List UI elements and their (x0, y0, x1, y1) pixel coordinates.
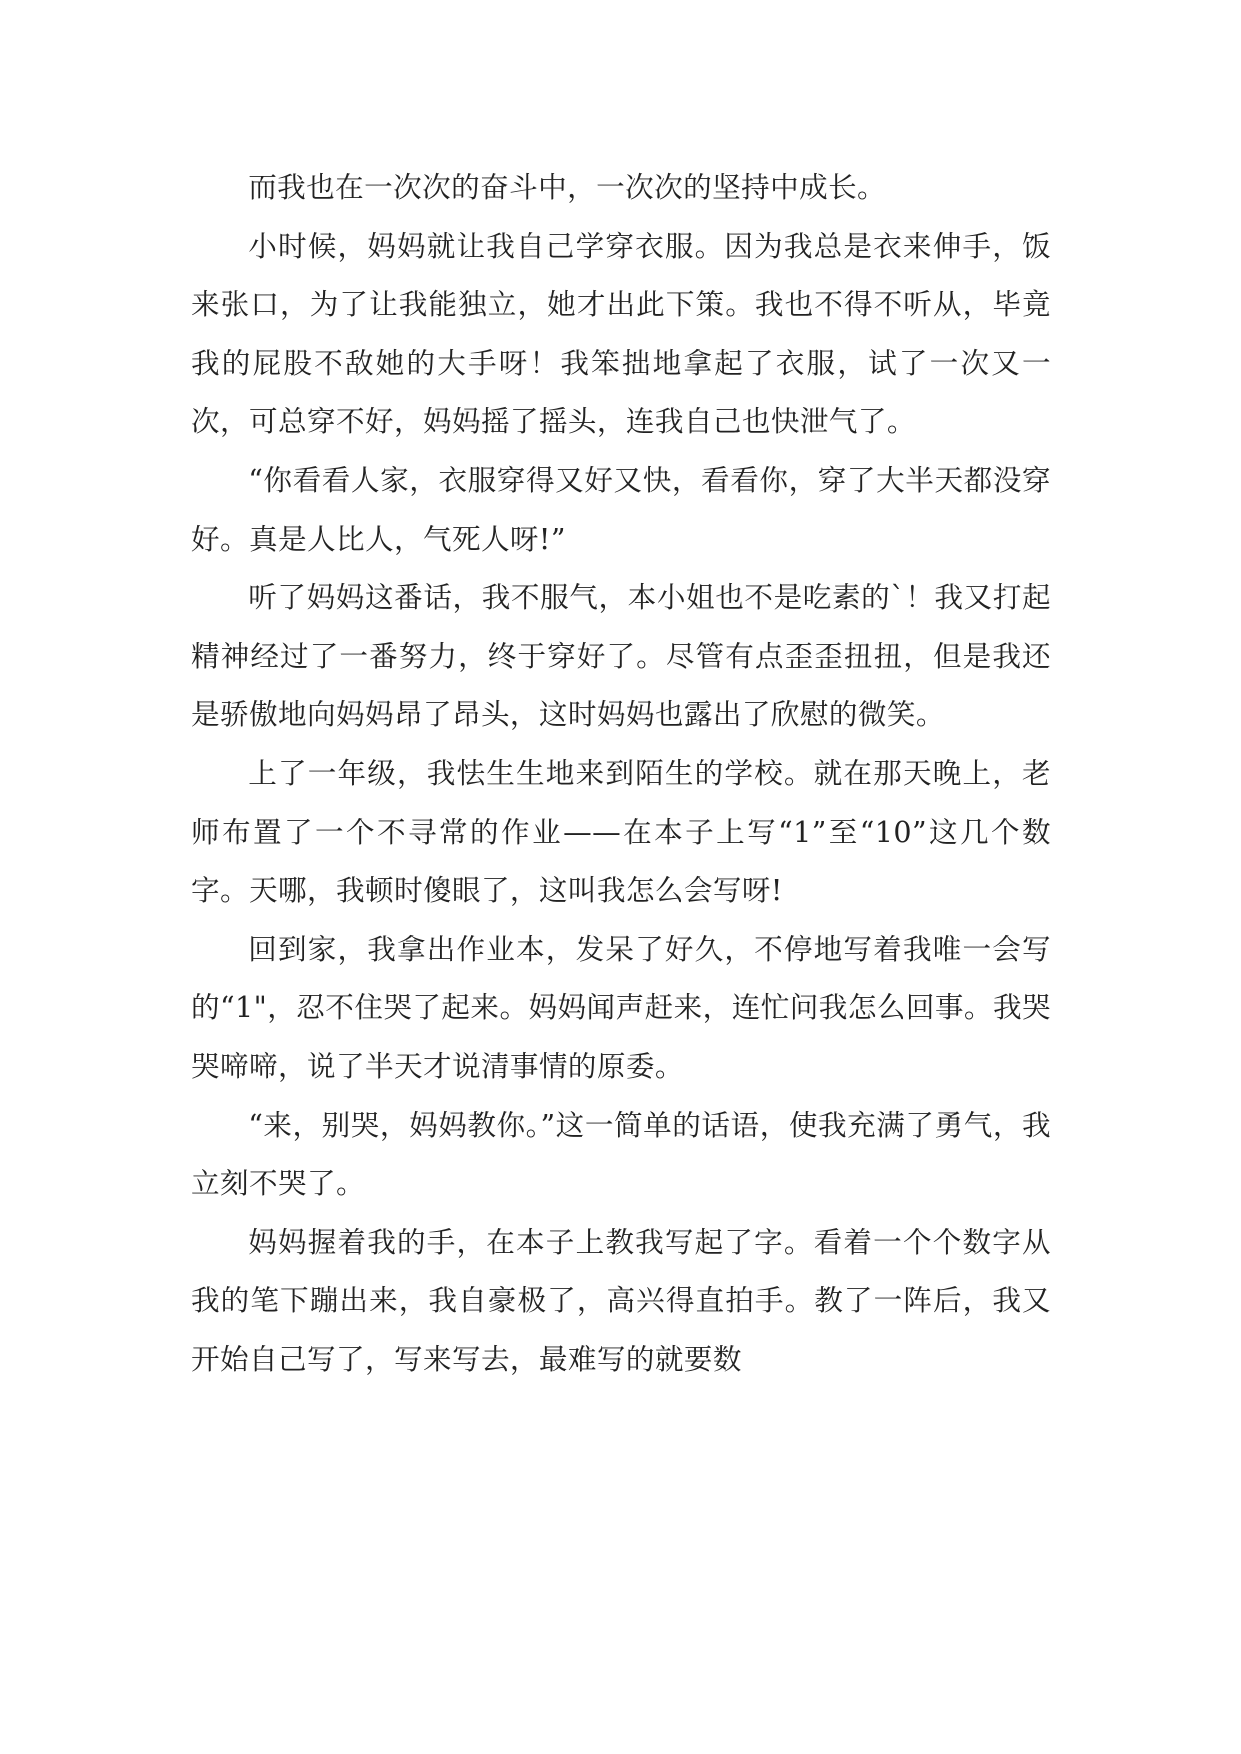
paragraph-1: 而我也在一次次的奋斗中，一次次的坚持中成长。 (248, 170, 887, 204)
paragraph-6: 回到家，我拿出作业本，发呆了好久，不停地写着我唯一会写的“1"，忍不住哭了起来。妈妈闻声赶来，连忙问我怎么回事。我哭哭啼啼，说了半天才说清事情的原委。 (191, 931, 1051, 1083)
paragraph-8: 妈妈握着我的手，在本子上教我写起了字。看着一个个数字从我的笔下蹦出来，我自豪极了，高兴得直拍手。教了一阵后，我又开始自己写了，写来写去，最难写的就要数 (191, 1224, 1051, 1376)
document-body (191, 158, 1051, 1388)
paragraph-5: 上了一年级，我怯生生地来到陌生的学校。就在那天晚上，老师布置了一个不寻常的作业——在本子上写“1”至“10”这几个数字。天哪，我顿时傻眼了，这叫我怎么会写呀! (191, 755, 1051, 908)
paragraph-3: “你看看人家，衣服穿得又好又快，看看你，穿了大半天都没穿好。真是人比人，气死人呀!” (191, 462, 1051, 556)
paragraph-4: 听了妈妈这番话，我不服气，本小姐也不是吃素的`！我又打起精神经过了一番努力，终于穿好了。尽管有点歪歪扭扭，但是我还是骄傲地向妈妈昂了昂头，这时妈妈也露出了欣慰的微笑。 (191, 580, 1051, 732)
paragraph-7: “来，别哭，妈妈教你。”这一简单的话语，使我充满了勇气，我立刻不哭了。 (191, 1107, 1051, 1201)
paragraph-2: 小时候，妈妈就让我自己学穿衣服。因为我总是衣来伸手，饭来张口，为了让我能独立，她才出此下策。我也不得不听从，毕竟我的屁股不敌她的大手呀！我笨拙地拿起了衣服，试了一次又一次，可总穿不好，妈妈摇了摇头，连我自己也快泄气了。 (191, 228, 1051, 439)
